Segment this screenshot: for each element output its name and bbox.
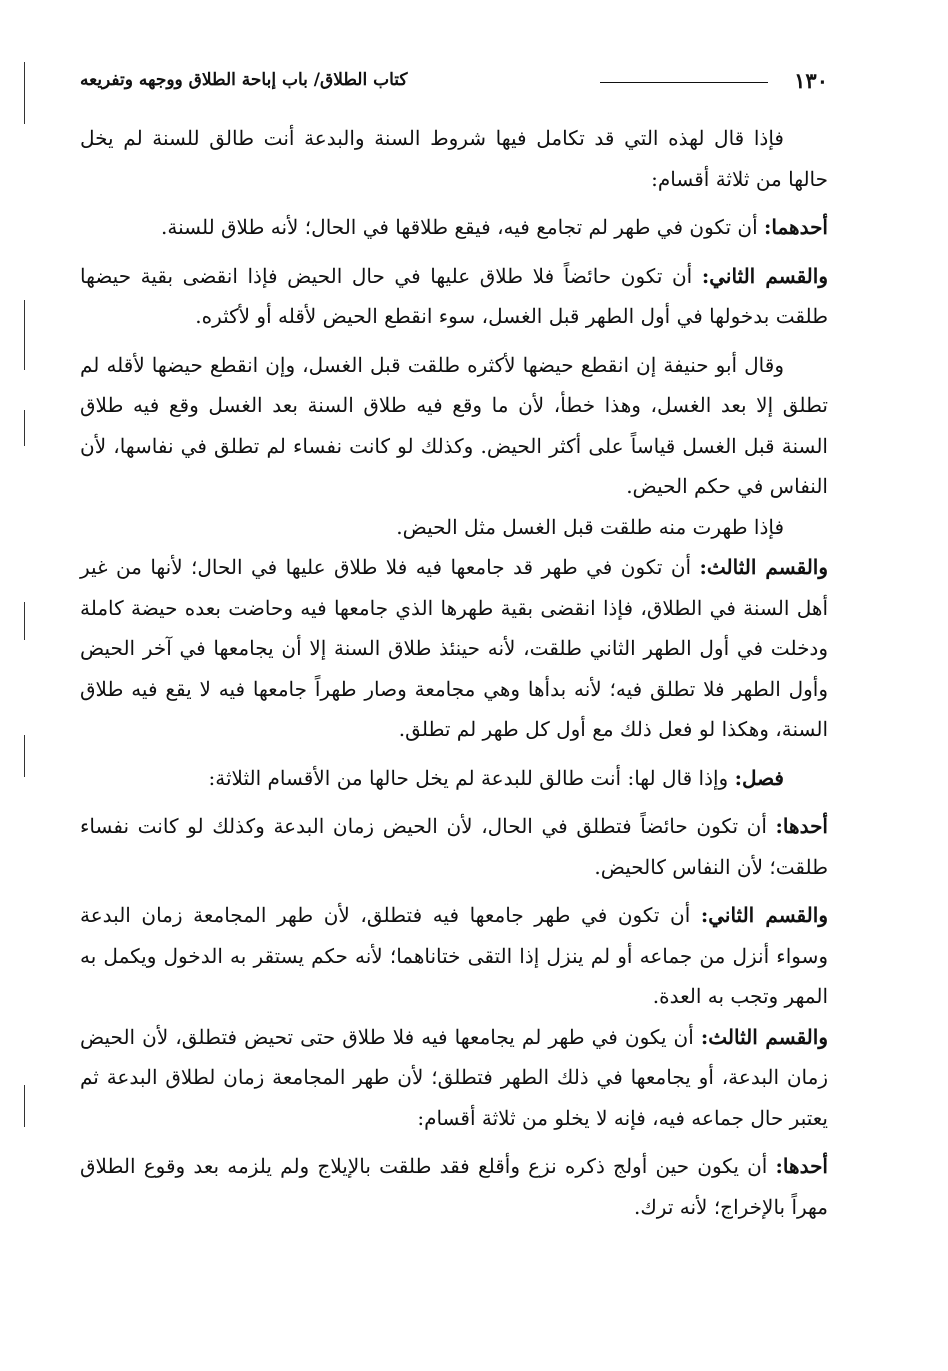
paragraph: [80, 345, 828, 507]
paragraph: [80, 207, 828, 248]
page-number: ١٣٠: [794, 68, 828, 93]
paragraph-text: أن تكون في طهر جامعها فيه فتطلق، لأن طهر المجامعة زمان البدعة وسواء أنزل من جماعه أو لم ينزل إذا التقى ختاناهما؛ لأنه حكم يستقر به الدخول ويكمل به المهر وتجب به العدة.: [80, 903, 828, 1008]
paragraph: [80, 1017, 828, 1139]
paragraph-lead: أحدها:: [775, 1154, 828, 1178]
header-rule: [600, 82, 768, 83]
paragraph: [80, 806, 828, 887]
paragraph-text: أن تكون في طهر لم تجامع فيه، فيقع طلاقها في الحال؛ لأنه طلاق للسنة.: [161, 215, 764, 239]
margin-line: [24, 300, 25, 370]
paragraph-text: أن تكون حائضاً فلا طلاق عليها في حال الحيض فإذا انقضى بقية حيضها طلقت بدخولها في أول الطهر قبل الغسل، سوء انقطع الحيض لأقله أو لأكثره.: [80, 263, 828, 328]
paragraph-text: أن يكون حين أولج ذكره نزع وأقلع فقد طلقت بالإيلاج ولم يلزمه بعد وقوع الطلاق مهراً بالإخراج؛ لأنه ترك.: [80, 1154, 828, 1219]
paragraph-lead: والقسم الثالث:: [700, 1024, 828, 1049]
paragraph: [80, 118, 828, 199]
margin-line: [24, 62, 25, 124]
paragraph-lead: والقسم الثاني:: [700, 903, 828, 927]
margin-line: [24, 410, 25, 446]
page-body: [80, 118, 828, 1227]
paragraph: [80, 256, 828, 337]
paragraph: [80, 507, 828, 548]
paragraph-lead: والقسم الثاني:: [701, 263, 828, 288]
paragraph: [80, 895, 828, 1017]
paragraph-text: فإذا طهرت منه طلقت قبل الغسل مثل الحيض.: [396, 514, 784, 539]
paragraph-lead: فصل:: [734, 765, 784, 790]
paragraph-lead: والقسم الثالث:: [699, 555, 829, 579]
margin-line: [24, 602, 25, 640]
paragraph-text: أن تكون حائضاً فتطلق في الحال، لأن الحيض زمان البدعة وكذلك لو كانت نفساء طلقت؛ لأن النفاس كالحيض.: [80, 814, 828, 879]
margin-line: [24, 1085, 25, 1127]
paragraph-text: وإذا قال لها: أنت طالق للبدعة لم يخل حالها من الأقسام الثلاثة:: [208, 765, 735, 790]
paragraph-lead: أحدها:: [775, 814, 828, 838]
margin-line: [24, 735, 25, 777]
running-title: كتاب الطلاق/ باب إباحة الطلاق ووجهه وتفريعه: [80, 70, 408, 90]
page-header: [80, 62, 828, 102]
paragraph-text: فإذا قال لهذه التي قد تكامل فيها شروط السنة والبدعة أنت طالق للسنة لم يخل حالها من ثلاثة أقسام:: [80, 126, 828, 191]
paragraph: [80, 547, 828, 750]
paragraph-text: أن يكون في طهر لم يجامعها فيه فلا طلاق حتى تحيض فتطلق، لأن الحيض زمان البدعة، أو يجامعها في ذلك الطهر فتطلق؛ لأن طهر المجامعة زمان لطلاق البدعة ثم يعتبر حال جماعه فيه، فإنه لا يخلو من ثلاثة أقسام:: [80, 1024, 828, 1130]
paragraph-text: وقال أبو حنيفة إن انقطع حيضها لأكثره طلقت قبل الغسل، وإن انقطع حيضها لأقله لم تطلق إلا بعد الغسل، وهذا خطأ، لأن ما وقع فيه طلاق السنة بعد الغسل وقع فيه طلاق السنة قبل الغسل قياساً على أكثر الحيض. وكذلك لو كانت نفساء لم تطلق في نفاسها، لأن النفاس في حكم الحيض.: [80, 352, 828, 498]
paragraph-lead: أحدهما:: [763, 215, 828, 239]
paragraph: [80, 758, 828, 799]
paragraph: [80, 1146, 828, 1227]
paragraph-text: أن تكون في طهر قد جامعها فيه فلا طلاق عليها في الحال؛ لأنها من غير أهل السنة في الطلاق، فإذا انقضى بقية طهرها الذي جامعها فيه وحاضت بعده حيضة كاملة ودخلت في أول الطهر الثاني طلقت، لأنه حينئذ طلاق السنة إلا أن يجامعها في آخر الحيض وأول الطهر فلا تطلق فيه؛ لأنه بدأها وهي مجامعة وصار طهراً جامعها فيه لا يقع فيه طلاق السنة، وهكذا لو فعل ذلك مع أول كل طهر لم تطلق.: [80, 555, 828, 741]
